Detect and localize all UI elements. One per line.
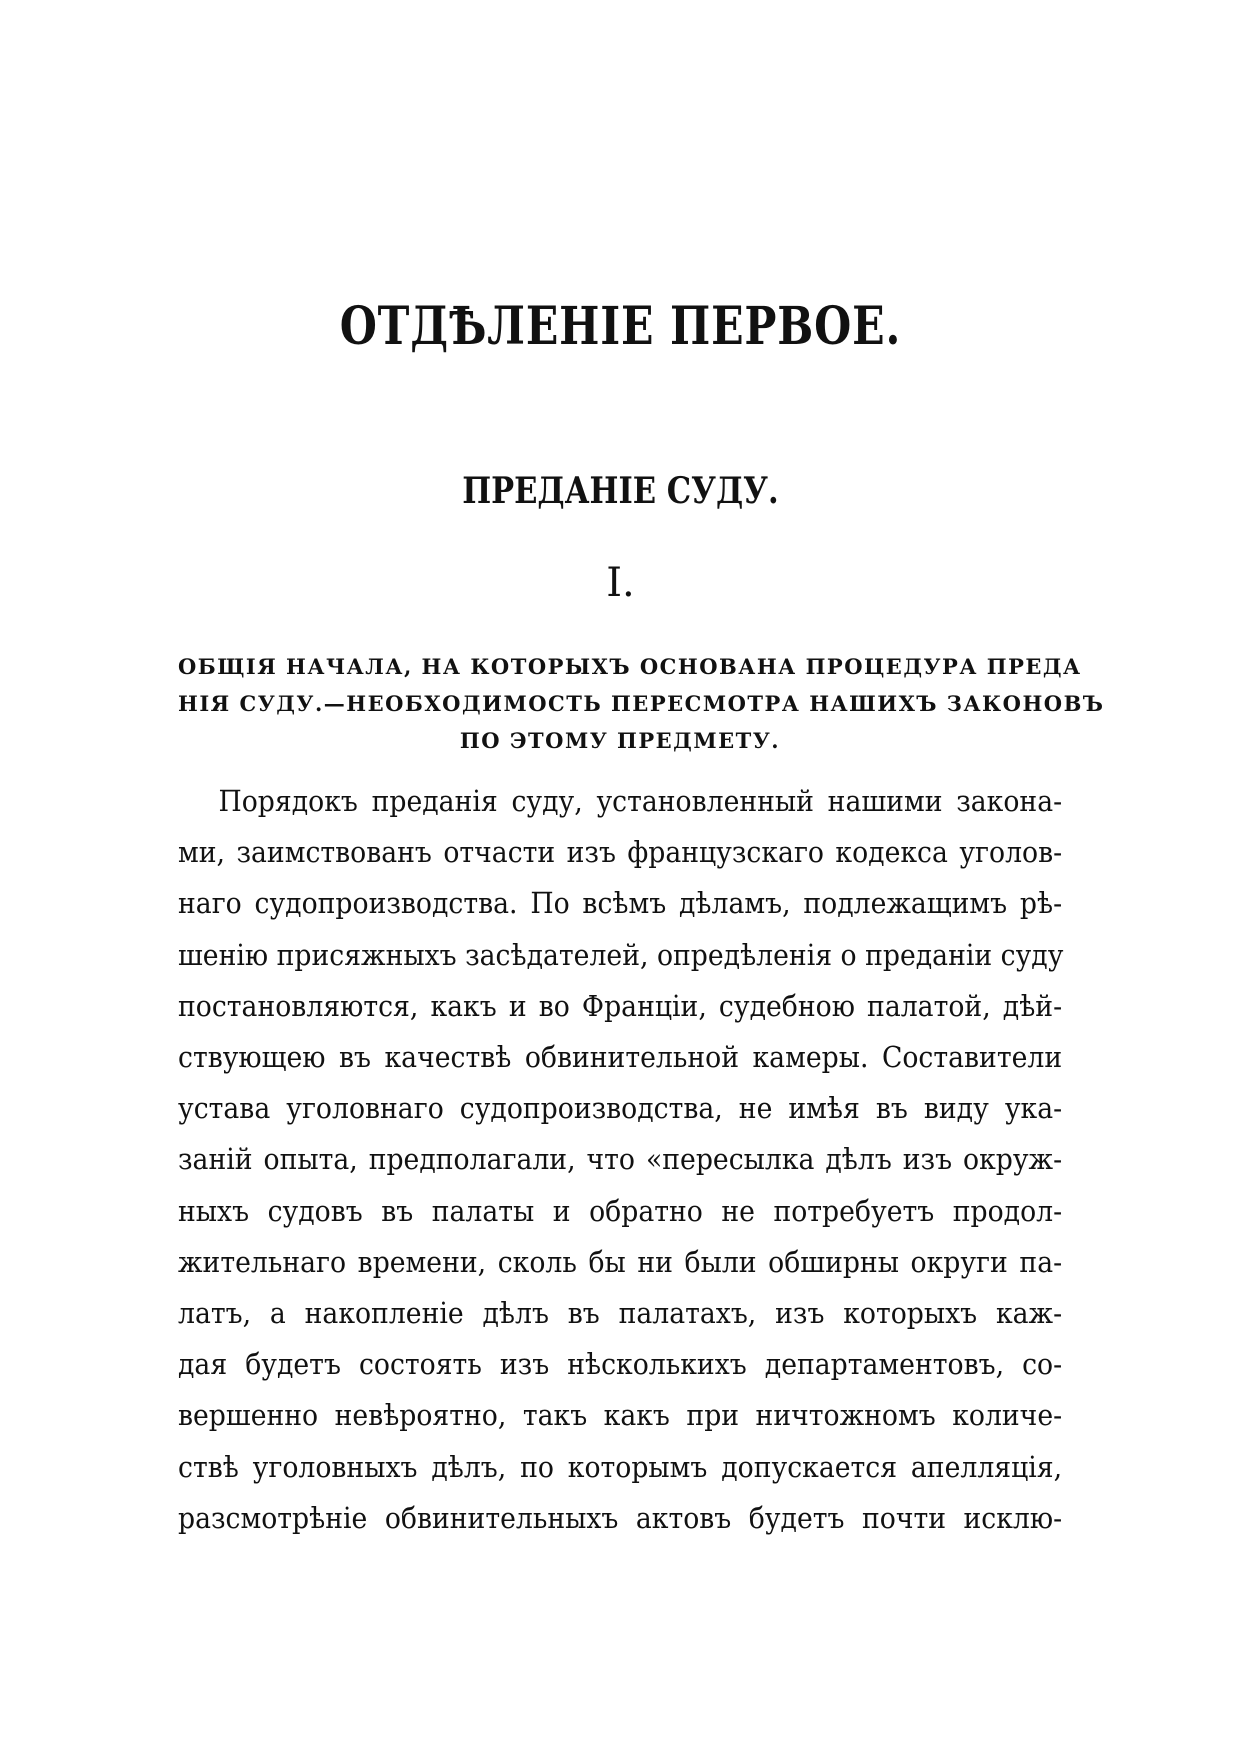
body-line: латъ, а накопленіе дѣлъ въ палатахъ, изъ которыхъ каж- — [178, 1296, 1063, 1331]
body-line: ми, заимствованъ отчасти изъ французскаго кодекса уголов- — [178, 835, 1063, 870]
body-line: Порядокъ преданія суду, установленный нашими закона- — [218, 784, 1063, 818]
body-line: жительнаго времени, сколь бы ни были обширны округи па- — [178, 1244, 1063, 1279]
body-line: устава уголовнаго судопроизводства, не имѣя въ виду ука- — [178, 1091, 1063, 1126]
body-line: дая будетъ состоять изъ нѣсколькихъ департаментовъ, со- — [178, 1347, 1063, 1382]
chapter-number: I. — [606, 560, 635, 606]
body-line: постановляются, какъ и во Франціи, судебною палатой, дѣй- — [178, 988, 1063, 1023]
part-title: ОТДѢЛЕНІЕ ПЕРВОЕ. — [339, 296, 902, 357]
body-line: заній опыта, предполагали, что «пересылка дѣлъ изъ окруж- — [178, 1142, 1063, 1177]
body-line: вершенно невѣроятно, такъ какъ при ничтожномъ количе- — [178, 1398, 1063, 1433]
body-line: разсмотрѣніе обвинительныхъ актовъ будетъ почти исклю- — [178, 1500, 1063, 1535]
body-line: шенію присяжныхъ засѣдателей, опредѣленія о преданіи суду — [178, 937, 1064, 972]
body-paragraph — [178, 776, 1062, 1544]
chapter-summary-line: ПО ЭТОМУ ПРЕДМЕТУ. — [459, 728, 781, 753]
chapter-summary-line: НІЯ СУДУ.—НЕОБХОДИМОСТЬ ПЕРЕСМОТРА НАШИХЪ ЗАКОНОВЪ — [178, 691, 1105, 716]
body-line: наго судопроизводства. По всѣмъ дѣламъ, подлежащимъ рѣ- — [178, 886, 1063, 921]
chapter-summary-line: ОБЩІЯ НАЧАЛА, НА КОТОРЫХЪ ОСНОВАНА ПРОЦЕДУРА ПРЕДА — [178, 654, 1082, 679]
chapter-summary — [178, 648, 1105, 759]
section-title: ПРЕДАНІЕ СУДУ. — [462, 470, 779, 512]
body-line: ныхъ судовъ въ палаты и обратно не потребуетъ продол- — [178, 1193, 1063, 1228]
body-line: ствующею въ качествѣ обвинительной камеры. Составители — [178, 1040, 1063, 1075]
body-line: ствѣ уголовныхъ дѣлъ, по которымъ допускается апелляція, — [178, 1449, 1063, 1484]
